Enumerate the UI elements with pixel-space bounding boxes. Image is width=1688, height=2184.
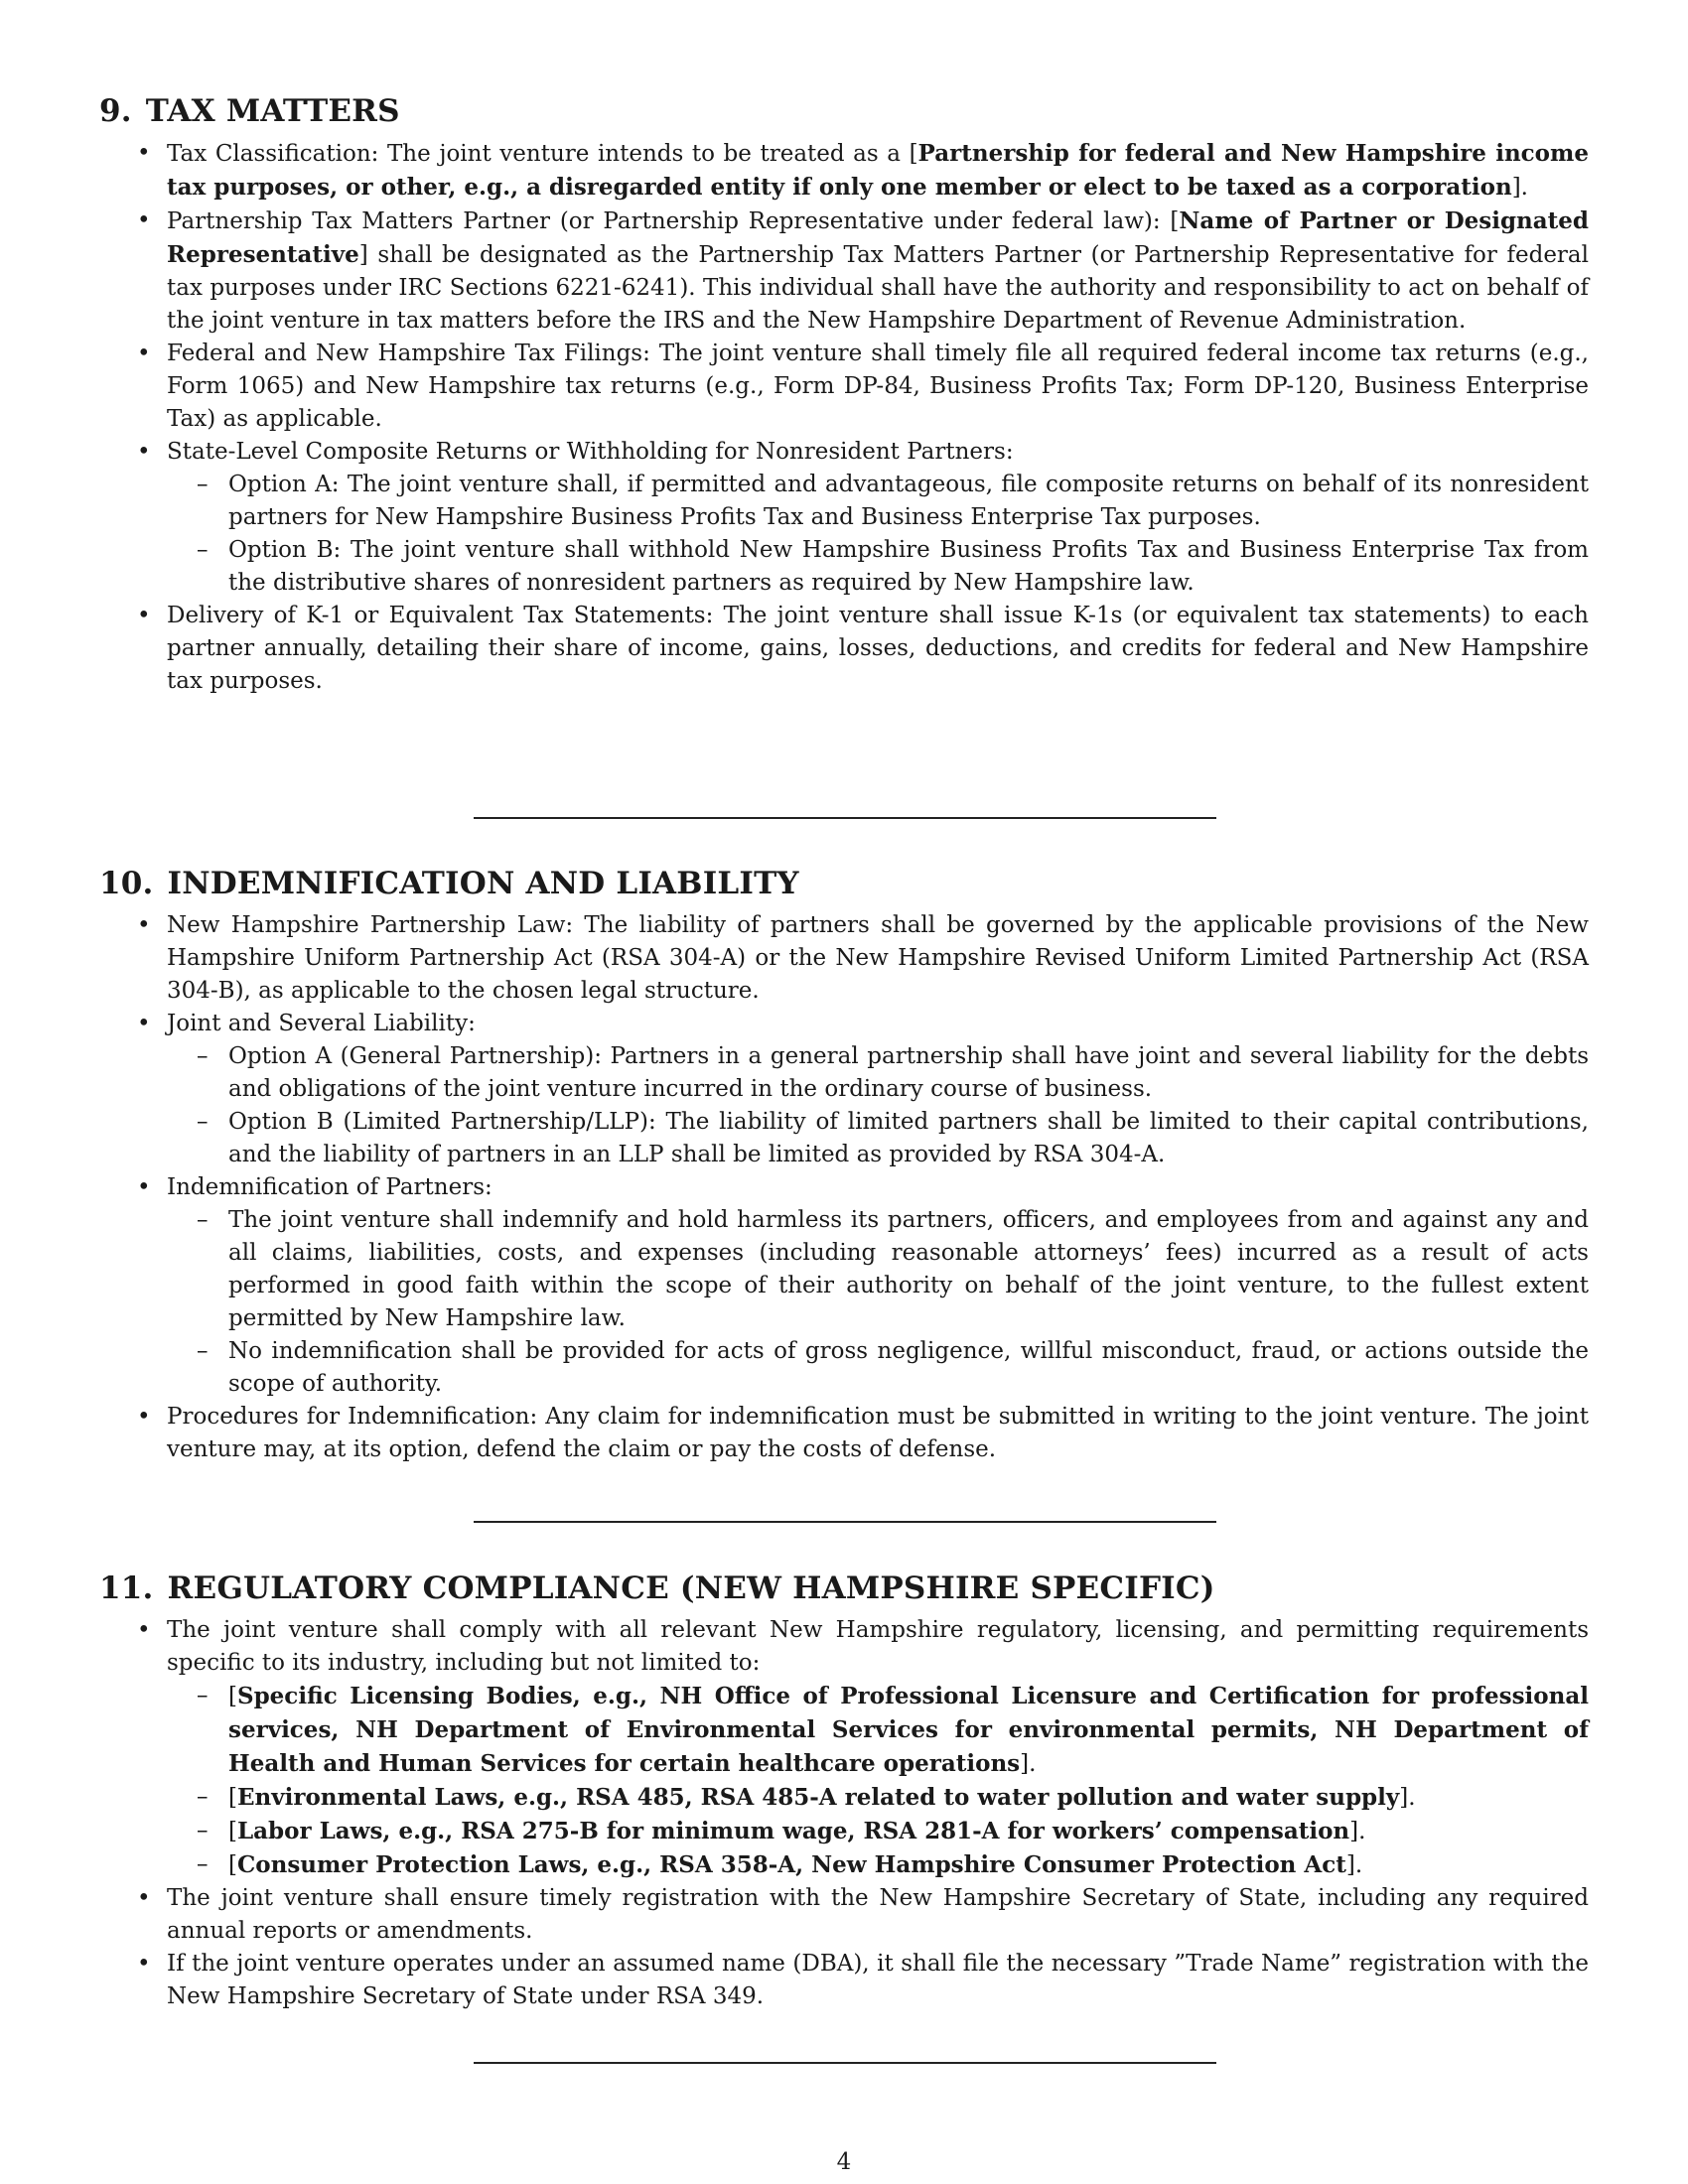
section-list	[99, 137, 1589, 698]
sub-list	[167, 1680, 1589, 1882]
text-run: Option A (General Partnership): Partners in a general partnership shall have joint and several liability for the debts and obligations of the joint venture incurred in the ordinary course of business.	[228, 1043, 1589, 1102]
section-divider	[474, 1521, 1216, 1523]
text-run: ] shall be designated as the Partnership Tax Matters Partner (or Partnership Representative for federal tax purposes under IRC Sections 6221-6241). This individual shall have the authority and responsibility to act on behalf of the joint venture in tax matters before the IRS and the New Hampshire Department of Revenue Administration.	[167, 242, 1589, 334]
text-run: Tax Classification: The joint venture intends to be treated as a [	[167, 141, 918, 167]
section-heading	[99, 91, 1589, 131]
text-run: [	[228, 1785, 237, 1811]
list-item	[99, 205, 1589, 338]
list-item	[99, 436, 1589, 600]
list-item	[99, 1401, 1589, 1466]
list-item	[99, 1171, 1589, 1401]
text-run: Procedures for Indemnification: Any claim for indemnification must be submitted in writing to the joint venture. The joint venture may, at its option, defend the claim or pay the costs of defense.	[167, 1404, 1589, 1462]
sub-list-item	[167, 1204, 1589, 1335]
sub-list	[167, 469, 1589, 600]
sub-list-item	[167, 1335, 1589, 1401]
text-run: Delivery of K-1 or Equivalent Tax Statements: The joint venture shall issue K-1s (or equivalent tax statements) to each partner annually, detailing their share of income, gains, losses, deductions, and credits for federal and New Hampshire tax purposes.	[167, 603, 1589, 694]
sub-list-item	[167, 1040, 1589, 1106]
text-run: Indemnification of Partners:	[167, 1174, 492, 1200]
sub-list	[167, 1040, 1589, 1171]
sub-list-item	[167, 534, 1589, 600]
placeholder-text: Name of Partner or Designated Representative	[167, 207, 1590, 268]
sub-list-item	[167, 1781, 1589, 1815]
text-run: ].	[1511, 175, 1528, 201]
sub-list-item	[167, 1106, 1589, 1171]
text-run: Option B: The joint venture shall withhold New Hampshire Business Profits Tax and Business Enterprise Tax from the distributive shares of nonresident partners as required by New Hampshire law.	[228, 537, 1589, 596]
text-run: New Hampshire Partnership Law: The liability of partners shall be governed by the applicable provisions of the New Hampshire Uniform Partnership Act (RSA 304-A) or the New Hampshire Revised Uniform Limited Partnership Act (RSA 304-B), as applicable to the chosen legal structure.	[167, 912, 1589, 1004]
text-run: Joint and Several Liability:	[167, 1011, 476, 1036]
text-run: ].	[1399, 1785, 1416, 1811]
text-run: ].	[1345, 1852, 1363, 1878]
placeholder-text: Partnership for federal and New Hampshire income tax purposes, or other, e.g., a disregarded entity if only one member or elect to be taxed as a corporation	[167, 140, 1589, 201]
text-run: ].	[1020, 1751, 1037, 1777]
section-divider	[474, 817, 1216, 819]
section-heading	[99, 864, 1589, 903]
text-run: Federal and New Hampshire Tax Filings: The joint venture shall timely file all required federal income tax returns (e.g., Form 1065) and New Hampshire tax returns (e.g., Form DP-84, Business Profits Tax; Form DP-120, Business Enterprise Tax) as applicable.	[167, 341, 1589, 432]
text-run: The joint venture shall comply with all relevant New Hampshire regulatory, licensing, and permitting requirements specific to its industry, including but not limited to:	[167, 1617, 1589, 1676]
text-run: [	[228, 1852, 237, 1878]
section-number: 10.	[99, 866, 154, 901]
sub-list-item	[167, 469, 1589, 534]
text-run: [	[228, 1819, 237, 1844]
section-number: 9.	[99, 93, 132, 129]
text-run: The joint venture shall ensure timely registration with the New Hampshire Secretary of State, including any required annual reports or amendments.	[167, 1885, 1589, 1944]
placeholder-text: Environmental Laws, e.g., RSA 485, RSA 485-A related to water pollution and water supply	[236, 1784, 1400, 1811]
list-item	[99, 137, 1589, 205]
section-heading	[99, 1569, 1589, 1608]
sub-list-item	[167, 1848, 1589, 1882]
text-run: Partnership Tax Matters Partner (or Partnership Representative under federal law): [	[167, 208, 1180, 234]
section-title: REGULATORY COMPLIANCE (NEW HAMPSHIRE SPECIFIC)	[167, 1570, 1215, 1606]
sub-list-item	[167, 1815, 1589, 1848]
sub-list-item	[167, 1680, 1589, 1781]
section-title: TAX MATTERS	[145, 93, 400, 129]
list-item	[99, 1008, 1589, 1171]
placeholder-text: Consumer Protection Laws, e.g., RSA 358-A, New Hampshire Consumer Protection Act	[236, 1851, 1346, 1878]
section-regulatory-compliance	[99, 1569, 1589, 2013]
text-run: State-Level Composite Returns or Withholding for Nonresident Partners:	[167, 439, 1014, 465]
text-run: No indemnification shall be provided for acts of gross negligence, willful misconduct, fraud, or actions outside the scope of authority.	[228, 1338, 1589, 1397]
section-number: 11.	[99, 1570, 154, 1606]
text-run: ].	[1349, 1819, 1366, 1844]
placeholder-text: Specific Licensing Bodies, e.g., NH Office of Professional Licensure and Certification for professional services, NH Department of Environmental Services for environmental permits, NH Department of Health and Human Services for certain healthcare operations	[228, 1683, 1589, 1777]
section-list	[99, 1614, 1589, 2013]
section-list	[99, 909, 1589, 1466]
text-run: The joint venture shall indemnify and hold harmless its partners, officers, and employees from and against any and all claims, liabilities, costs, and expenses (including reasonable attorneys’ fees) incurred as a result of acts performed in good faith within the scope of their authority on behalf of the joint venture, to the fullest extent permitted by New Hampshire law.	[228, 1207, 1589, 1331]
text-run: If the joint venture operates under an assumed name (DBA), it shall file the necessary ”Trade Name” registration with the New Hampshire Secretary of State under RSA 349.	[167, 1951, 1589, 2009]
list-item	[99, 1882, 1589, 1948]
list-item	[99, 338, 1589, 436]
list-item	[99, 600, 1589, 698]
section-title: INDEMNIFICATION AND LIABILITY	[167, 866, 799, 901]
text-run: [	[228, 1684, 237, 1709]
section-indemnification	[99, 864, 1589, 1466]
section-divider	[474, 2062, 1216, 2064]
section-tax-matters	[99, 91, 1589, 698]
page-number: 4	[836, 2149, 852, 2175]
list-item	[99, 1948, 1589, 2013]
list-item	[99, 1614, 1589, 1882]
text-run: Option A: The joint venture shall, if permitted and advantageous, file composite returns on behalf of its nonresident partners for New Hampshire Business Profits Tax and Business Enterprise Tax purposes.	[228, 472, 1589, 530]
sub-list	[167, 1204, 1589, 1401]
text-run: Option B (Limited Partnership/LLP): The liability of limited partners shall be limited to their capital contributions, and the liability of partners in an LLP shall be limited as provided by RSA 304-A.	[228, 1109, 1589, 1167]
placeholder-text: Labor Laws, e.g., RSA 275-B for minimum wage, RSA 281-A for workers’ compensation	[236, 1818, 1350, 1844]
list-item	[99, 909, 1589, 1008]
